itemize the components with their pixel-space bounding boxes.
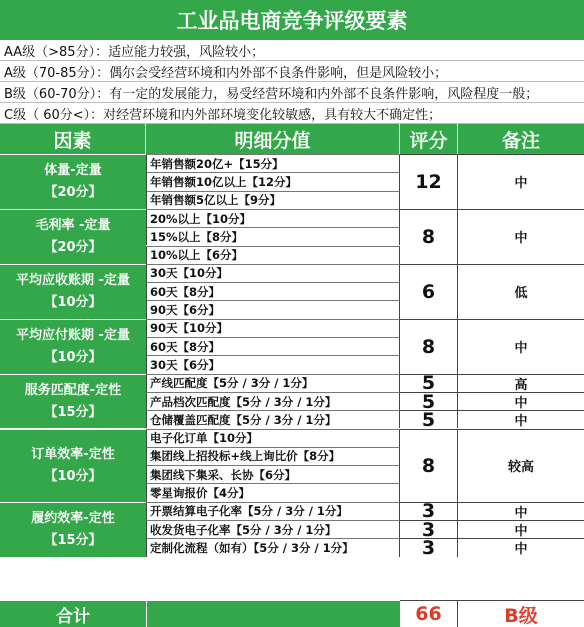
note-cell: 中 <box>458 410 584 428</box>
score-cell: 3 <box>400 538 458 556</box>
score-cell: 5 <box>400 374 458 392</box>
factor-cell <box>0 319 146 374</box>
factor-name: 平均应收账期 -定量 <box>16 272 130 288</box>
detail-item: 15%以上【8分】 <box>146 227 400 245</box>
factor-cell <box>0 154 146 209</box>
grade-b: B级（60-70分）：有一定的发展能力，易受经营环境和内外部不良条件影响，风险程度一般； <box>0 82 584 103</box>
detail-item: 定制化流程（如有）【5分 / 3分 / 1分】 <box>146 538 400 556</box>
factor-weight: 【10分】 <box>44 349 102 365</box>
total-blank <box>146 600 400 627</box>
detail-item: 30天【6分】 <box>146 355 400 373</box>
detail-item: 集团线上招投标+线上询比价【8分】 <box>146 447 400 465</box>
score-cell: 3 <box>400 520 458 538</box>
detail-item: 收发货电子化率【5分 / 3分 / 1分】 <box>146 520 400 538</box>
score-cell: 12 <box>400 154 458 209</box>
score-cell: 3 <box>400 502 458 520</box>
table-title: 工业品电商竞争评级要素 <box>0 0 584 40</box>
factor-cell <box>0 264 146 319</box>
note-cell: 中 <box>458 502 584 520</box>
detail-item: 年销售额20亿+【15分】 <box>146 154 400 172</box>
detail-item: 60天【8分】 <box>146 337 400 355</box>
note-cell: 中 <box>458 538 584 556</box>
detail-item: 年销售额10亿以上【12分】 <box>146 172 400 190</box>
note-cell: 低 <box>458 264 584 319</box>
factor-weight: 【10分】 <box>44 294 102 310</box>
score-cell: 8 <box>400 429 458 502</box>
detail-item: 30天【10分】 <box>146 264 400 282</box>
note-cell: 中 <box>458 520 584 538</box>
factor-weight: 【20分】 <box>44 184 102 200</box>
grade-c: C级（ 60分<）：对经营环境和内外部环境变化较敏感，具有较大不确定性； <box>0 103 584 124</box>
factor-cell <box>0 429 146 502</box>
note-cell: 中 <box>458 154 584 209</box>
grade-a: A级（70-85分）：偶尔会受经营环境和内外部不良条件影响，但是风险较小； <box>0 61 584 82</box>
header-factor: 因素 <box>0 124 146 154</box>
detail-item: 产线匹配度【5分 / 3分 / 1分】 <box>146 374 400 392</box>
detail-item: 电子化订单【10分】 <box>146 429 400 447</box>
header-note: 备注 <box>458 124 584 154</box>
total-label: 合计 <box>0 600 146 627</box>
factor-name: 履约效率-定性 <box>31 510 115 526</box>
factor-cell <box>0 374 146 429</box>
factor-name: 体量-定量 <box>44 162 102 178</box>
factor-name: 订单效率-定性 <box>31 446 115 462</box>
note-cell: 中 <box>458 319 584 374</box>
detail-item: 10%以上【6分】 <box>146 246 400 264</box>
score-cell: 5 <box>400 392 458 410</box>
note-cell: 中 <box>458 209 584 264</box>
factor-name: 平均应付账期 -定量 <box>16 327 130 343</box>
score-cell: 8 <box>400 209 458 264</box>
factor-cell <box>0 209 146 264</box>
detail-item: 开票结算电子化率【5分 / 3分 / 1分】 <box>146 502 400 520</box>
detail-item: 60天【8分】 <box>146 282 400 300</box>
detail-item: 产品档次匹配度【5分 / 3分 / 1分】 <box>146 392 400 410</box>
header-score: 评分 <box>400 124 458 154</box>
detail-item: 90天【6分】 <box>146 300 400 318</box>
factor-name: 毛利率 -定量 <box>35 217 111 233</box>
total-score: 66 <box>400 600 458 627</box>
score-cell: 8 <box>400 319 458 374</box>
score-cell: 6 <box>400 264 458 319</box>
factor-name: 服务匹配度-定性 <box>24 382 122 398</box>
factor-cell <box>0 502 146 557</box>
header-detail: 明细分值 <box>146 124 400 154</box>
note-cell: 较高 <box>458 429 584 502</box>
note-cell: 高 <box>458 374 584 392</box>
factor-weight: 【20分】 <box>44 239 102 255</box>
grade-aa: AA级（>85分）：适应能力较强，风险较小； <box>0 40 584 61</box>
factor-weight: 【10分】 <box>44 468 102 484</box>
detail-item: 零星询报价【4分】 <box>146 483 400 501</box>
factor-weight: 【15分】 <box>44 532 102 548</box>
detail-item: 仓储覆盖匹配度【5分 / 3分 / 1分】 <box>146 410 400 428</box>
score-cell: 5 <box>400 410 458 428</box>
note-cell: 中 <box>458 392 584 410</box>
detail-item: 集团线下集采、长协【6分】 <box>146 465 400 483</box>
detail-item: 年销售额5亿以上【9分】 <box>146 191 400 209</box>
detail-item: 90天【10分】 <box>146 319 400 337</box>
detail-item: 20%以上【10分】 <box>146 209 400 227</box>
total-grade: B级 <box>458 600 584 627</box>
factor-weight: 【15分】 <box>44 404 102 420</box>
